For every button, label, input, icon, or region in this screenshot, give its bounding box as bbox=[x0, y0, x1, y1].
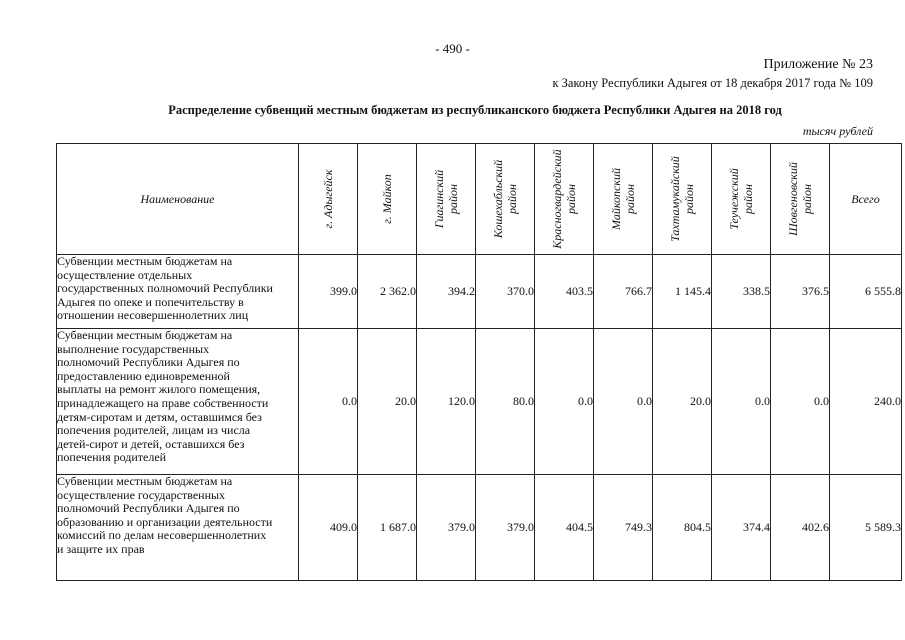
value-cell: 379.0 bbox=[417, 475, 476, 581]
column-header bbox=[771, 144, 830, 255]
row-name-line: Субвенции местным бюджетам на bbox=[57, 474, 233, 488]
column-header-line: район bbox=[800, 184, 814, 214]
value-cell: 1 145.4 bbox=[653, 255, 712, 329]
page-number: - 490 - bbox=[435, 41, 470, 56]
total-cell: 240.0 bbox=[830, 329, 902, 475]
column-header-line: район bbox=[446, 184, 460, 214]
column-header-line: Красногвардейский bbox=[550, 149, 564, 249]
value-cell: 374.4 bbox=[712, 475, 771, 581]
value-cell: 766.7 bbox=[594, 255, 653, 329]
column-header bbox=[535, 144, 594, 255]
value-cell: 120.0 bbox=[417, 329, 476, 475]
table-row bbox=[57, 329, 902, 475]
row-name-line: осуществление государственных bbox=[57, 487, 226, 502]
value-cell: 379.0 bbox=[476, 475, 535, 581]
column-header bbox=[299, 144, 358, 255]
value-cell: 409.0 bbox=[299, 475, 358, 581]
row-name-line: образованию и организации деятельности bbox=[57, 514, 273, 529]
column-header-line: район bbox=[623, 184, 637, 214]
column-header-line: Тахтамукайский bbox=[668, 156, 682, 242]
row-name-line: предоставлению единовременной bbox=[57, 368, 230, 383]
value-cell: 749.3 bbox=[594, 475, 653, 581]
row-name-line: комиссий по делам несовершеннолетних bbox=[57, 528, 267, 543]
row-name-line: отношении несовершеннолетних лиц bbox=[57, 308, 249, 323]
name-column-header: Наименование bbox=[57, 144, 299, 255]
row-name-line: полномочий Республики Адыгея по bbox=[57, 355, 240, 370]
value-cell: 403.5 bbox=[535, 255, 594, 329]
value-cell: 0.0 bbox=[594, 329, 653, 475]
column-header-line: район bbox=[564, 184, 578, 214]
column-header bbox=[594, 144, 653, 255]
total-cell: 6 555.8 bbox=[830, 255, 902, 329]
column-header bbox=[712, 144, 771, 255]
document-title: Распределение субвенций местным бюджетам из республиканского бюджета Республики Адыгея на 2018 год bbox=[168, 103, 782, 117]
row-name-line: детей-сирот и детей, оставшихся без bbox=[57, 436, 245, 451]
value-cell: 20.0 bbox=[653, 329, 712, 475]
table-row bbox=[57, 255, 902, 329]
column-header-line: г. Майкоп bbox=[380, 174, 394, 224]
row-name-line: детям-сиротам и детям, оставшимся без bbox=[57, 409, 262, 424]
total-cell: 5 589.3 bbox=[830, 475, 902, 581]
column-header bbox=[476, 144, 535, 255]
column-header-line: район bbox=[505, 184, 519, 214]
column-header bbox=[417, 144, 476, 255]
value-cell: 404.5 bbox=[535, 475, 594, 581]
value-cell: 376.5 bbox=[771, 255, 830, 329]
value-cell: 0.0 bbox=[535, 329, 594, 475]
row-name-line: попечения родителей bbox=[57, 450, 167, 465]
value-cell: 0.0 bbox=[712, 329, 771, 475]
row-name bbox=[57, 329, 299, 475]
column-header-line: район bbox=[741, 184, 755, 214]
column-header-line: Майкопский bbox=[609, 168, 623, 230]
value-cell: 2 362.0 bbox=[358, 255, 417, 329]
row-name-line: принадлежащего на праве собственности bbox=[57, 395, 269, 410]
value-cell: 20.0 bbox=[358, 329, 417, 475]
column-header bbox=[358, 144, 417, 255]
value-cell: 804.5 bbox=[653, 475, 712, 581]
row-name-line: попечения родителей, лицам из числа bbox=[57, 423, 251, 438]
row-name-line: полномочий Республики Адыгея по bbox=[57, 501, 240, 516]
table-header-row bbox=[57, 144, 902, 255]
column-header-line: Гиагинский bbox=[432, 169, 446, 229]
row-name-line: выполнение государственных bbox=[57, 341, 210, 356]
column-header-line: Шовгеновский bbox=[786, 162, 800, 236]
row-name-line: государственных полномочий Республики bbox=[57, 281, 273, 296]
row-name-line: выплаты на ремонт жилого помещения, bbox=[57, 382, 261, 397]
row-name bbox=[57, 255, 299, 329]
value-cell: 338.5 bbox=[712, 255, 771, 329]
column-header-line: Кошехабльский bbox=[491, 159, 505, 239]
subsidy-table bbox=[56, 143, 902, 581]
table-row bbox=[57, 475, 902, 581]
appendix-title: Приложение № 23 bbox=[763, 57, 873, 72]
value-cell: 1 687.0 bbox=[358, 475, 417, 581]
total-column-header: Всего bbox=[830, 144, 902, 255]
column-header bbox=[653, 144, 712, 255]
column-header-line: район bbox=[682, 184, 696, 214]
value-cell: 0.0 bbox=[771, 329, 830, 475]
column-header-line: Теучежский bbox=[727, 168, 741, 230]
value-cell: 402.6 bbox=[771, 475, 830, 581]
row-name-line: Адыгея по опеке и попечительству в bbox=[57, 294, 244, 309]
row-name-line: и защите их прав bbox=[57, 541, 145, 556]
row-name-line: осуществление отдельных bbox=[57, 267, 193, 282]
row-name-line: Субвенции местным бюджетам на bbox=[57, 254, 233, 268]
value-cell: 0.0 bbox=[299, 329, 358, 475]
value-cell: 399.0 bbox=[299, 255, 358, 329]
units-label: тысяч рублей bbox=[802, 124, 873, 138]
value-cell: 370.0 bbox=[476, 255, 535, 329]
row-name-line: Субвенции местным бюджетам на bbox=[57, 328, 233, 342]
row-name bbox=[57, 475, 299, 581]
value-cell: 80.0 bbox=[476, 329, 535, 475]
column-header-line: г. Адыгейск bbox=[321, 169, 335, 229]
appendix-subtitle: к Закону Республики Адыгея от 18 декабря 2017 года № 109 bbox=[552, 76, 873, 90]
value-cell: 394.2 bbox=[417, 255, 476, 329]
